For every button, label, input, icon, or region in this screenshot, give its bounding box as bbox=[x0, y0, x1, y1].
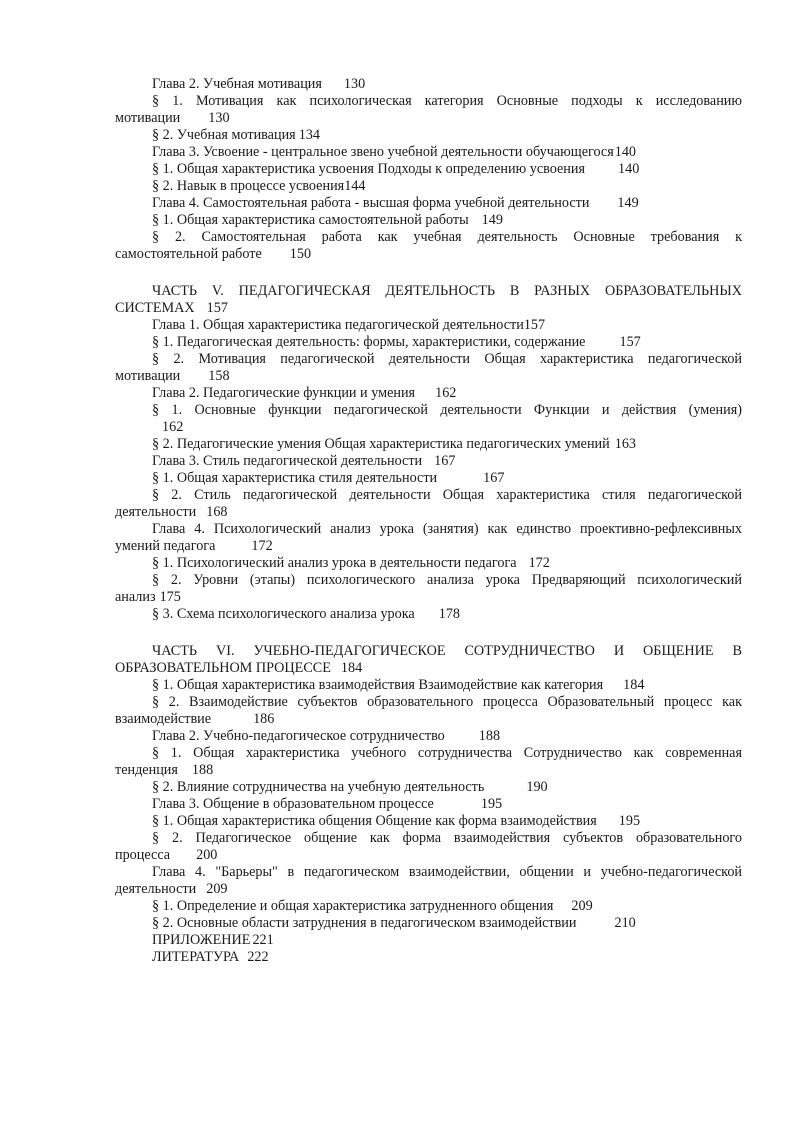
toc-entry bbox=[115, 813, 742, 830]
toc-entry-continuation bbox=[115, 246, 742, 263]
toc-page-number: 172 bbox=[528, 555, 550, 571]
toc-entry-title: процесса bbox=[115, 847, 171, 863]
toc-entry-title: § 1. Общая характеристика усвоения Подходы к определению усвоения bbox=[152, 161, 586, 177]
toc-entry-title: деятельности bbox=[115, 881, 197, 897]
toc-entry bbox=[115, 830, 742, 847]
toc-entry bbox=[115, 317, 742, 334]
toc-entry-continuation bbox=[115, 881, 742, 898]
toc-page-number: 157 bbox=[619, 334, 641, 350]
toc-entry-continuation bbox=[115, 538, 742, 555]
toc-entry-title: Глава 4. "Барьеры" в педагогическом взаимодействии, общении и учебно-педагогической bbox=[152, 864, 742, 880]
toc-entry bbox=[115, 779, 742, 796]
toc-page-number: 149 bbox=[481, 212, 503, 228]
toc-page-number: 210 bbox=[614, 915, 636, 931]
toc-page-number: 195 bbox=[618, 813, 641, 829]
toc-entry-continuation bbox=[115, 711, 742, 728]
toc-entry-title: Глава 2. Учебно-педагогическое сотрудничество bbox=[152, 728, 445, 744]
toc-entry-title: Глава 3. Усвоение - центральное звено учебной деятельности обучающегося bbox=[152, 144, 614, 160]
toc-entry bbox=[115, 93, 742, 110]
toc-page-number: 150 bbox=[289, 246, 312, 262]
toc-entry-continuation bbox=[115, 589, 742, 606]
toc-entry-title: § 1. Определение и общая характеристика затрудненного общения bbox=[152, 898, 554, 914]
toc-entry-continuation bbox=[115, 368, 742, 385]
toc-entry-title: умений педагога bbox=[115, 538, 216, 554]
toc-entry bbox=[115, 521, 742, 538]
toc-entry-title: § 2. Влияние сотрудничества на учебную деятельность bbox=[152, 779, 485, 795]
toc-entry-title: § 1. Основные функции педагогической деятельности Функции и действия (умения) bbox=[152, 402, 742, 418]
toc-entry bbox=[115, 606, 742, 623]
toc-entry-title: СИСТЕМАХ bbox=[115, 300, 195, 316]
toc-entry-title: Глава 2. Учебная мотивация bbox=[152, 76, 322, 92]
toc-page-number: 140 bbox=[614, 144, 637, 160]
toc-entry-title: тенденция bbox=[115, 762, 178, 778]
toc-entry bbox=[115, 402, 742, 419]
toc-entry bbox=[115, 694, 742, 711]
toc-entry-title: § 2. Педагогическое общение как форма взаимодействия субъектов образовательного bbox=[152, 830, 742, 846]
toc-entry bbox=[115, 915, 742, 932]
toc-page-number: 188 bbox=[478, 728, 501, 744]
toc-entry-title: § 2. Навык в процессе усвоения bbox=[152, 178, 345, 194]
part-heading-continuation bbox=[115, 660, 742, 677]
toc-entry bbox=[115, 796, 742, 813]
toc-page-number: 221 bbox=[252, 932, 274, 948]
toc-page-number: 175 bbox=[159, 589, 181, 605]
toc-entry bbox=[115, 898, 742, 915]
toc-entry-title: мотивации bbox=[115, 368, 181, 384]
toc-entry bbox=[115, 351, 742, 368]
toc-entry-continuation bbox=[115, 419, 742, 436]
toc-page-number: 158 bbox=[208, 368, 230, 384]
toc-entry-continuation bbox=[115, 504, 742, 521]
toc-entry bbox=[115, 76, 742, 93]
toc-entry-title: Глава 3. Общение в образовательном процессе bbox=[152, 796, 434, 812]
toc-page-number: 167 bbox=[483, 470, 505, 486]
toc-entry-title: § 2. Взаимодействие субъектов образовательного процесса Образовательный процесс как bbox=[152, 694, 742, 710]
table-of-contents bbox=[115, 76, 742, 966]
toc-entry bbox=[115, 212, 742, 229]
toc-entry-title: Глава 4. Психологический анализ урока (занятия) как единство проективно-рефлексивных bbox=[152, 521, 742, 537]
toc-entry bbox=[115, 161, 742, 178]
toc-page-number: 195 bbox=[480, 796, 503, 812]
toc-entry bbox=[115, 127, 742, 144]
toc-entry bbox=[115, 178, 742, 195]
toc-entry-title: § 1. Общая характеристика общения Общение как форма взаимодействия bbox=[152, 813, 597, 829]
toc-entry-title: Глава 2. Педагогические функции и умения bbox=[152, 385, 416, 401]
toc-page-number: 168 bbox=[206, 504, 228, 520]
toc-entry bbox=[115, 728, 742, 745]
toc-page-number: 162 bbox=[162, 419, 184, 435]
toc-entry-title: § 2. Педагогические умения Общая характеристика педагогических умений bbox=[152, 436, 610, 452]
toc-entry-title: ЧАСТЬ V. ПЕДАГОГИЧЕСКАЯ ДЕЯТЕЛЬНОСТЬ В РАЗНЫХ ОБРАЗОВАТЕЛЬНЫХ bbox=[152, 283, 742, 299]
toc-page-number: 200 bbox=[196, 847, 218, 863]
toc-entry-title: § 2. Мотивация педагогической деятельности Общая характеристика педагогической bbox=[152, 351, 742, 367]
toc-entry bbox=[115, 949, 742, 966]
toc-entry bbox=[115, 745, 742, 762]
toc-page-number: 130 bbox=[208, 110, 230, 126]
toc-entry-title: ЧАСТЬ VI. УЧЕБНО-ПЕДАГОГИЧЕСКОЕ СОТРУДНИЧЕСТВО И ОБЩЕНИЕ В bbox=[152, 643, 742, 659]
toc-entry bbox=[115, 572, 742, 589]
toc-entry bbox=[115, 555, 742, 572]
toc-entry-title: деятельности bbox=[115, 504, 197, 520]
section-gap bbox=[115, 263, 742, 283]
toc-entry-title: § 2. Основные области затруднения в педагогическом взаимодействии bbox=[152, 915, 577, 931]
toc-entry-title: § 3. Схема психологического анализа урока bbox=[152, 606, 415, 622]
toc-entry-title: Глава 3. Стиль педагогической деятельности bbox=[152, 453, 423, 469]
toc-entry-title: § 1. Общая характеристика взаимодействия Взаимодействие как категория bbox=[152, 677, 604, 693]
toc-page-number: 178 bbox=[438, 606, 461, 622]
toc-entry-continuation bbox=[115, 762, 742, 779]
toc-entry-title: § 1. Общая характеристика учебного сотрудничества Сотрудничество как современная bbox=[152, 745, 742, 761]
toc-entry-title: § 1. Педагогическая деятельность: формы, характеристики, содержание bbox=[152, 334, 586, 350]
toc-entry-title: § 2. Самостоятельная работа как учебная деятельность Основные требования к bbox=[152, 229, 742, 245]
toc-page-number: 163 bbox=[614, 436, 637, 452]
toc-entry-title: самостоятельной работе bbox=[115, 246, 262, 262]
toc-entry bbox=[115, 144, 742, 161]
toc-entry-title: § 1. Общая характеристика самостоятельной работы bbox=[152, 212, 469, 228]
toc-entry bbox=[115, 864, 742, 881]
toc-entry bbox=[115, 932, 742, 949]
part-heading-continuation bbox=[115, 300, 742, 317]
toc-entry bbox=[115, 334, 742, 351]
toc-page-number: 134 bbox=[298, 127, 320, 143]
toc-entry-title: ЛИТЕРАТУРА bbox=[152, 949, 240, 965]
toc-page-number: 188 bbox=[191, 762, 214, 778]
toc-entry bbox=[115, 453, 742, 470]
toc-entry-title: Глава 1. Общая характеристика педагогической деятельности bbox=[152, 317, 524, 333]
toc-entry-title: Глава 4. Самостоятельная работа - высшая форма учебной деятельности bbox=[152, 195, 590, 211]
toc-entry-continuation bbox=[115, 847, 742, 864]
toc-entry-title: § 2. Учебная мотивация bbox=[152, 127, 296, 143]
toc-entry-title: мотивации bbox=[115, 110, 181, 126]
toc-page-number: 144 bbox=[344, 178, 366, 194]
toc-entry-title: § 1. Психологический анализ урока в деятельности педагога bbox=[152, 555, 517, 571]
toc-entry-title: ПРИЛОЖЕНИЕ bbox=[152, 932, 251, 948]
toc-entry-title: § 1. Общая характеристика стиля деятельности bbox=[152, 470, 438, 486]
toc-entry bbox=[115, 470, 742, 487]
toc-entry bbox=[115, 385, 742, 402]
section-gap bbox=[115, 623, 742, 643]
toc-entry bbox=[115, 195, 742, 212]
toc-entry-title: § 2. Стиль педагогической деятельности Общая характеристика стиля педагогической bbox=[152, 487, 742, 503]
toc-entry-continuation bbox=[115, 110, 742, 127]
toc-page-number: 222 bbox=[247, 949, 269, 965]
toc-entry-title: взаимодействие bbox=[115, 711, 212, 727]
toc-page-number: 190 bbox=[526, 779, 548, 795]
toc-page-number: 184 bbox=[340, 660, 363, 676]
toc-page-number: 172 bbox=[251, 538, 273, 554]
toc-entry bbox=[115, 436, 742, 453]
toc-page-number: 130 bbox=[343, 76, 366, 92]
toc-entry bbox=[115, 677, 742, 694]
toc-entry-title: ОБРАЗОВАТЕЛЬНОМ ПРОЦЕССЕ bbox=[115, 660, 331, 676]
toc-entry-title: анализ bbox=[115, 589, 156, 605]
toc-entry bbox=[115, 229, 742, 246]
toc-entry-title: § 1. Мотивация как психологическая категория Основные подходы к исследованию bbox=[152, 93, 742, 109]
toc-page-number: 209 bbox=[571, 898, 593, 914]
toc-page-number: 157 bbox=[206, 300, 228, 316]
part-heading bbox=[115, 643, 742, 660]
toc-page-number: 149 bbox=[617, 195, 639, 211]
toc-page-number: 157 bbox=[523, 317, 546, 333]
toc-page-number: 184 bbox=[623, 677, 645, 693]
toc-entry-title: § 2. Уровни (этапы) психологического анализа урока Предваряющий психологический bbox=[152, 572, 742, 588]
toc-page-number: 186 bbox=[253, 711, 275, 727]
part-heading bbox=[115, 283, 742, 300]
toc-entry bbox=[115, 487, 742, 504]
toc-page-number: 162 bbox=[435, 385, 457, 401]
toc-page-number: 140 bbox=[618, 161, 640, 177]
toc-page-number: 209 bbox=[206, 881, 228, 897]
toc-page-number: 167 bbox=[434, 453, 456, 469]
